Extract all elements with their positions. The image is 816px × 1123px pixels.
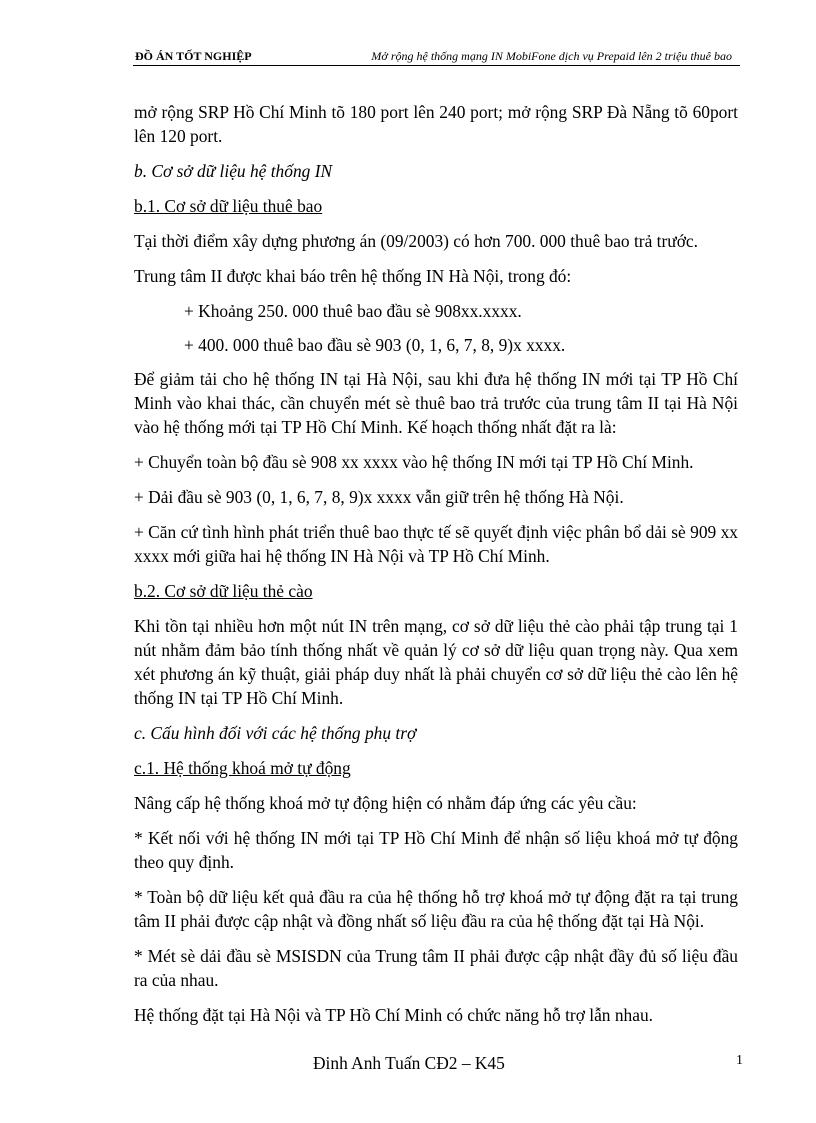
document-body <box>134 100 738 1038</box>
header-right-title: Mở rộng hệ thống mạng IN MobiFone dịch vụ Prepaid lên 2 triệu thuê bao <box>371 49 732 63</box>
page-number: 1 <box>736 1053 743 1068</box>
paragraph: * Toàn bộ dữ liệu kết quả đầu ra của hệ thống hỗ trợ khoá mở tự động đặt ra tại trung tâm II phải được cập nhật và đồng nhất số liệu đầu ra của hệ thống đặt tại Hà Nội. <box>134 887 738 931</box>
paragraph: + Căn cứ tình hình phát triển thuê bao thực tế sẽ quyết định việc phân bổ dải sè 909 xx xxxx mới giữa hai hệ thống IN Hà Nội và TP Hồ Chí Minh. <box>134 522 738 566</box>
section-heading-c: c. Cấu hình đối với các hệ thống phụ trợ <box>134 723 417 743</box>
list-item: + Khoảng 250. 000 thuê bao đầu sè 908xx.xxxx. <box>184 301 522 321</box>
paragraph: + Dải đầu sè 903 (0, 1, 6, 7, 8, 9)x xxxx vẫn giữ trên hệ thống Hà Nội. <box>134 487 624 507</box>
subsection-heading-b2: b.2. Cơ sở dữ liệu thẻ cào <box>134 581 313 601</box>
paragraph: Trung tâm II được khai báo trên hệ thống IN Hà Nội, trong đó: <box>134 266 572 286</box>
paragraph: Hệ thống đặt tại Hà Nội và TP Hồ Chí Minh có chức năng hỗ trợ lẫn nhau. <box>134 1005 653 1025</box>
paragraph: * Kết nối với hệ thống IN mới tại TP Hồ Chí Minh để nhận số liệu khoá mở tự động theo quy định. <box>134 828 738 872</box>
paragraph: Nâng cấp hệ thống khoá mở tự động hiện có nhằm đáp ứng các yêu cầu: <box>134 793 637 813</box>
paragraph: Tại thời điểm xây dựng phương án (09/2003) có hơn 700. 000 thuê bao trả trước. <box>134 231 698 251</box>
footer-author: Đinh Anh Tuấn CĐ2 – K45 <box>313 1053 505 1073</box>
paragraph: * Mét sè dải đầu sè MSISDN của Trung tâm II phải được cập nhật đầy đủ số liệu đầu ra của nhau. <box>134 946 738 990</box>
subsection-heading-c1: c.1. Hệ thống khoá mở tự động <box>134 758 351 778</box>
section-heading-b: b. Cơ sở dữ liệu hệ thống IN <box>134 161 333 181</box>
paragraph: + Chuyển toàn bộ đầu sè 908 xx xxxx vào hệ thống IN mới tại TP Hồ Chí Minh. <box>134 452 694 472</box>
paragraph: Khi tồn tại nhiều hơn một nút IN trên mạng, cơ sở dữ liệu thẻ cào phải tập trung tại 1 nút nhằm đảm bảo tính thống nhất về quản lý cơ sở dữ liệu quan trọng này. Qua xem xét phương án kỹ thuật, giải pháp duy nhất là phải chuyển cơ sở dữ liệu thẻ cào lên hệ thống IN tại TP Hồ Chí Minh. <box>134 616 738 708</box>
header-left-title: ĐỒ ÁN TỐT NGHIỆP <box>135 49 252 63</box>
paragraph: Để giảm tải cho hệ thống IN tại Hà Nội, sau khi đưa hệ thống IN mới tại TP Hồ Chí Minh vào khai thác, cần chuyển mét sè thuê bao trả trước của trung tâm II tại Hà Nội vào hệ thống mới tại TP Hồ Chí Minh. Kế hoạch thống nhất đặt ra là: <box>134 369 738 437</box>
page-header <box>133 49 740 66</box>
page-footer <box>0 1053 816 1077</box>
paragraph: mở rộng SRP Hồ Chí Minh tõ 180 port lên 240 port; mở rộng SRP Đà Nẵng tõ 60port lên 120 port. <box>134 102 738 146</box>
subsection-heading-b1: b.1. Cơ sở dữ liệu thuê bao <box>134 196 323 216</box>
list-item: + 400. 000 thuê bao đầu sè 903 (0, 1, 6, 7, 8, 9)x xxxx. <box>184 335 566 355</box>
